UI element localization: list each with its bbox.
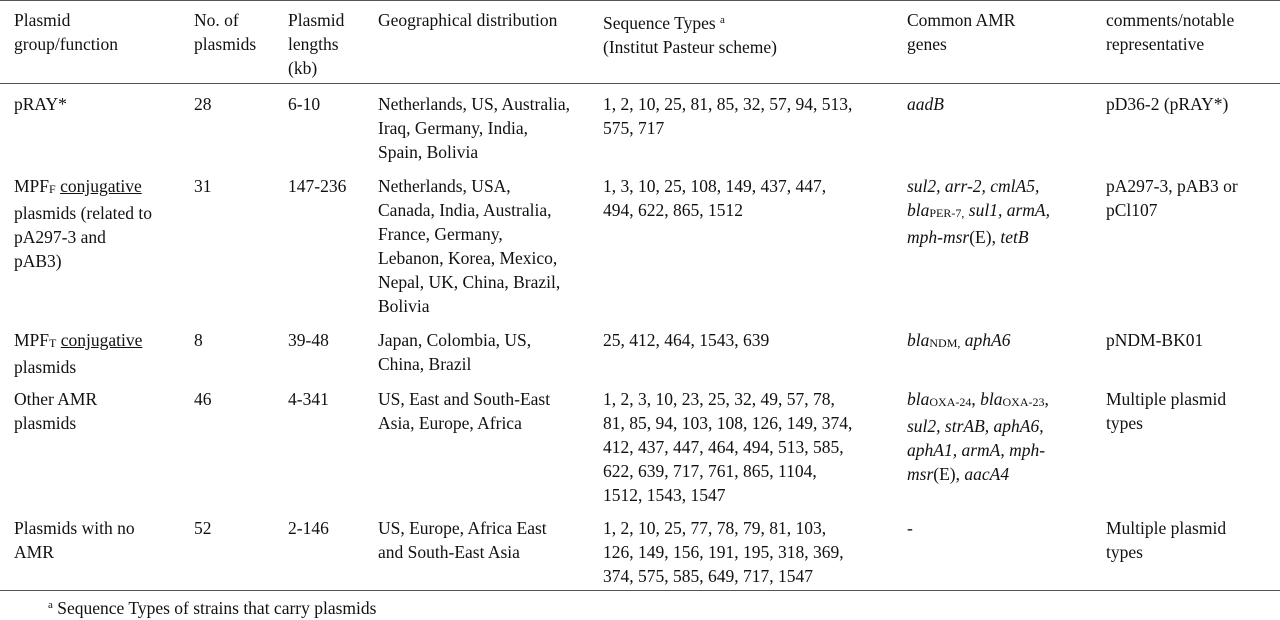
row-1-lengths: 6-10 — [288, 94, 321, 114]
row-5-lengths: 2-146 — [288, 518, 329, 538]
row-1-sequence-types: 1, 2, 10, 25, 81, 85, 32, 57, 94, 513, 575, 717 — [603, 94, 853, 138]
row-4-sequence-types: 1, 2, 3, 10, 23, 25, 32, 49, 57, 78, 81, 85, 94, 103, 108, 126, 149, 374, 412, 437, 447, 464, 494, 513, 585, 622, 639, 717, 761, 865, 1104, 1512, 1543, 1547 — [603, 389, 853, 505]
row-3-group-underlined: conjugative — [60, 330, 143, 350]
row-4-comments: Multiple plasmid types — [1106, 389, 1227, 433]
row-3-sequence-types: 25, 412, 464, 1543, 639 — [603, 330, 770, 350]
row-2-group-subscript: F — [49, 182, 56, 196]
row-2-amr-line2-rest: sul1, armA, — [964, 200, 1050, 220]
row-4-amr-line3: aphA1, armA, mph- — [907, 440, 1046, 460]
table-header-rule — [0, 83, 1280, 84]
row-5-geo: US, Europe, Africa East and South-East Asia — [378, 518, 547, 562]
row-4-amr-bla1: bla — [907, 389, 930, 409]
row-2-amr-tetb: tetB — [995, 227, 1029, 247]
header-geo: Geographical distribution — [378, 10, 558, 30]
table-footnote — [48, 593, 376, 620]
header-st-sup: a — [720, 14, 725, 26]
row-4-amr-bla2-sub: OXA-23 — [1002, 395, 1045, 409]
row-1-comments: pD36-2 (pRAY*) — [1106, 94, 1229, 114]
row-5-group: Plasmids with no AMR — [14, 518, 135, 562]
row-3-count: 8 — [194, 330, 203, 350]
row-2-amr-bla: bla — [907, 200, 930, 220]
header-count: No. of plasmids — [194, 10, 257, 54]
footnote-mark: a — [48, 599, 53, 611]
row-1-geo: Netherlands, US, Australia, Iraq, Germany, India, Spain, Bolivia — [378, 94, 570, 162]
row-3-group-prefix: MPF — [14, 330, 50, 350]
footnote-text: Sequence Types of strains that carry plasmids — [52, 598, 377, 618]
header-st-label: Sequence Types — [603, 13, 721, 33]
row-2-group — [14, 174, 184, 273]
row-4-amr-bla2: bla — [980, 389, 1003, 409]
row-4-count: 46 — [194, 389, 212, 409]
row-2-amr-mph: mph-msr — [907, 227, 970, 247]
table-top-rule — [0, 0, 1280, 1]
header-group: Plasmid group/function — [14, 10, 119, 54]
row-2-group-prefix: MPF — [14, 176, 50, 196]
row-3-lengths: 39-48 — [288, 330, 329, 350]
row-4-amr-aaca4: aacA4 — [964, 464, 1010, 484]
row-4-group: Other AMR plasmids — [14, 389, 98, 433]
header-st-sub: (Institut Pasteur scheme) — [603, 37, 777, 57]
row-5-amr: - — [907, 518, 913, 538]
row-4-amr-msr: msr — [907, 464, 934, 484]
row-4-amr-msr-e: (E), — [933, 464, 965, 484]
row-2-amr — [907, 174, 1087, 249]
row-2-geo: Netherlands, USA, Canada, India, Australia, France, Germany, Lebanon, Korea, Mexico, Nepal, UK, China, Brazil, Bolivia — [378, 176, 561, 316]
row-2-amr-line1: sul2, arr-2, cmlA5, — [907, 176, 1040, 196]
row-3-amr — [907, 328, 1087, 355]
row-3-geo: Japan, Colombia, US, China, Brazil — [378, 330, 532, 374]
header-sequence-types — [603, 8, 903, 59]
row-1-count: 28 — [194, 94, 212, 114]
row-1-group: pRAY* — [14, 94, 67, 114]
header-comments: comments/notable representative — [1106, 10, 1235, 54]
row-2-sequence-types: 1, 3, 10, 25, 108, 149, 437, 447, 494, 622, 865, 1512 — [603, 176, 827, 220]
row-4-geo: US, East and South-East Asia, Europe, Africa — [378, 389, 551, 433]
header-amr: Common AMR genes — [907, 10, 1016, 54]
row-4-amr — [907, 387, 1087, 486]
header-lengths: Plasmid lengths (kb) — [288, 10, 345, 78]
row-3-amr-bla-sub: NDM, — [929, 336, 961, 350]
row-3-group-rest: plasmids — [14, 357, 77, 377]
row-4-amr-sep1: , — [971, 389, 981, 409]
row-2-count: 31 — [194, 176, 212, 196]
row-1-amr: aadB — [907, 94, 944, 114]
row-2-group-rest: plasmids (related to pA297-3 and pAB3) — [14, 203, 153, 271]
row-3-comments: pNDM-BK01 — [1106, 330, 1204, 350]
row-5-sequence-types: 1, 2, 10, 25, 77, 78, 79, 81, 103, 126, 149, 156, 191, 195, 318, 369, 374, 575, 585, 649, 717, 1547 — [603, 518, 844, 586]
row-2-amr-mph-e: (E), — [969, 227, 996, 247]
row-2-group-underlined: conjugative — [60, 176, 142, 196]
table-bottom-rule — [0, 590, 1280, 591]
row-4-amr-sep2: , — [1044, 389, 1049, 409]
row-5-comments: Multiple plasmid types — [1106, 518, 1227, 562]
row-4-amr-line2: sul2, strAB, aphA6, — [907, 416, 1044, 436]
row-3-group-subscript: T — [49, 336, 57, 350]
row-3-amr-apha6: aphA6 — [960, 330, 1011, 350]
row-2-amr-bla-sub: PER-7, — [929, 206, 965, 220]
row-4-lengths: 4-341 — [288, 389, 329, 409]
row-4-amr-bla1-sub: OXA-24 — [929, 395, 972, 409]
row-2-comments: pA297-3, pAB3 or pCl107 — [1106, 176, 1238, 220]
row-5-count: 52 — [194, 518, 212, 538]
row-3-amr-bla: bla — [907, 330, 930, 350]
row-2-lengths: 147-236 — [288, 176, 347, 196]
row-3-group — [14, 328, 184, 379]
